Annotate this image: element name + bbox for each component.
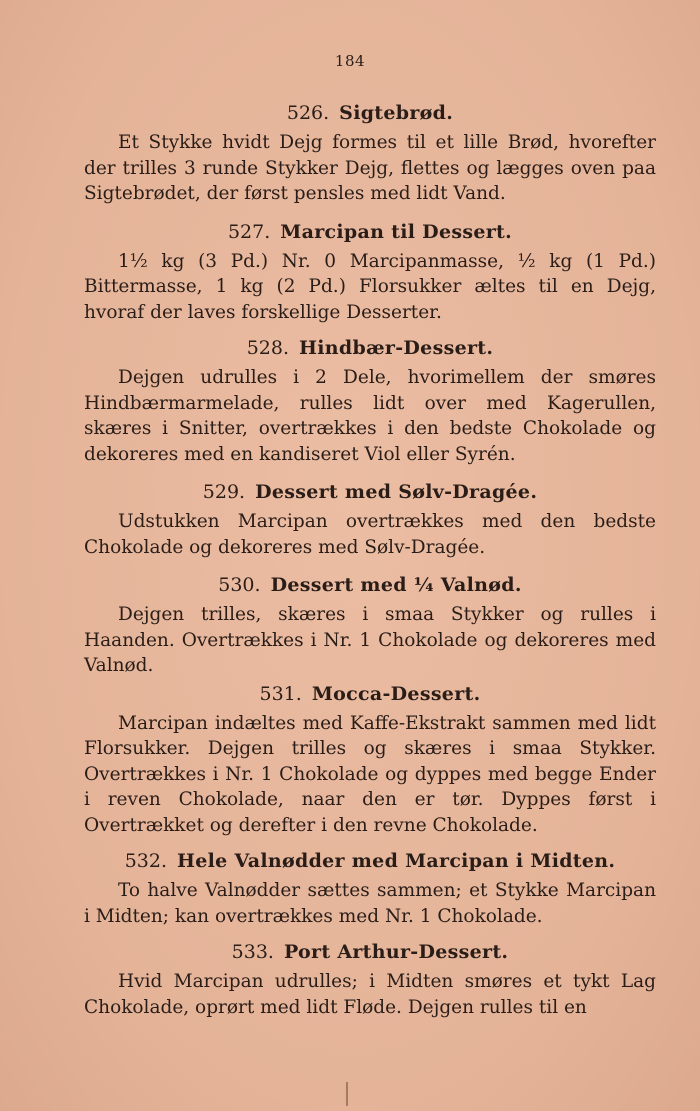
recipe-title: Mocca-Dessert. [311,682,481,705]
recipe-526 [84,100,656,207]
recipe-list [84,100,656,1020]
recipe-532 [84,848,656,929]
recipe-heading [84,100,656,126]
recipe-heading [84,848,656,874]
recipe-text: Dejgen trilles, skæres i smaa Stykker og rulles i Haanden. Overtrækkes i Nr. 1 Chokolade og dekoreres med Valnød. [84,604,656,676]
recipe-number: 529. [202,481,246,503]
recipe-530 [84,572,656,679]
recipe-heading [84,939,656,965]
recipe-title: Port Arthur-Dessert. [283,941,509,963]
recipe-533 [84,939,656,1020]
recipe-title: Hele Valnødder med Marcipan i Midten. [177,850,616,872]
recipe-528 [84,335,656,467]
recipe-heading [84,681,656,707]
recipe-number: 527. [227,220,271,243]
print-mark [346,1082,348,1106]
recipe-text: To halve Valnødder sættes sammen; et Stykke Marcipan i Midten; kan overtrækkes med Nr. 1 Chokolade. [84,880,656,927]
recipe-number: 526. [286,102,330,124]
recipe-number: 528. [246,337,290,359]
recipe-text: Hvid Marcipan udrulles; i Midten smøres et tykt Lag Chokolade, oprørt med lidt Fløde. Dejgen rulles til en [84,971,656,1018]
recipe-heading [84,479,656,505]
recipe-heading [84,219,656,245]
recipe-title: Marcipan til Dessert. [280,220,513,243]
recipe-title: Sigtebrød. [339,102,454,124]
recipe-text: Marcipan indæltes med Kaffe-Ekstrakt sammen med lidt Florsukker. Dejgen trilles og skæres i smaa Stykker. Overtrækkes i Nr. 1 Chokolade og dyppes med begge Ender i reven Chokolade, naar den er tør. Dyppes først i Overtrækket og derefter i den revne Chokolade. [84,712,656,836]
recipe-heading [84,335,656,361]
page-number: 184 [334,52,366,70]
recipe-text: Udstukken Marcipan overtrækkes med den bedste Chokolade og dekoreres med Sølv-Dragée. [84,511,656,558]
recipe-number: 531. [259,682,302,705]
recipe-number: 532. [124,850,168,872]
recipe-text: Et Stykke hvidt Dejg formes til et lille Brød, hvorefter der trilles 3 runde Stykker Dejg, flettes og lægges oven paa Sigtebrødet, der først pensles med lidt Vand. [84,132,656,204]
recipe-527 [84,219,656,326]
recipe-number: 530. [218,574,261,596]
recipe-heading [84,572,656,598]
recipe-title: Dessert med ¼ Valnød. [270,574,522,596]
recipe-531 [84,681,656,839]
recipe-text: Dejgen udrulles i 2 Dele, hvorimellem der smøres Hindbærmarmelade, rulles lidt over med Kagerullen, skæres i Snitter, overtrækkes i den bedste Chokolade og dekoreres med en kandiseret Viol eller Syrén. [84,367,656,465]
recipe-number: 533. [231,941,274,963]
recipe-title: Dessert med Sølv-Dragée. [255,481,538,503]
recipe-title: Hindbær-Dessert. [299,337,494,359]
recipe-529 [84,479,656,560]
recipe-text: 1½ kg (3 Pd.) Nr. 0 Marcipanmasse, ½ kg (1 Pd.) Bittermasse, 1 kg (2 Pd.) Florsukker æltes til en Dejg, hvoraf der laves forskellige Desserter. [84,250,656,323]
